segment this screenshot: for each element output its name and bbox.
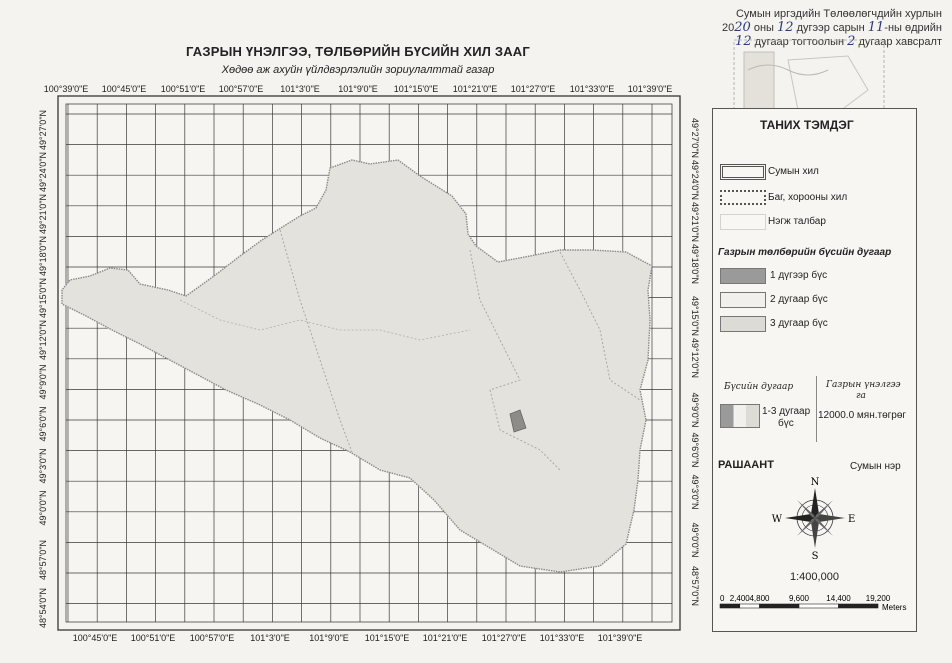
- legend-label-soum-boundary: Сумын хил: [768, 166, 819, 177]
- handwritten-month: 12: [777, 20, 794, 35]
- scale-tick-label: 9,600: [788, 594, 810, 603]
- legend-swatch-parcel: [720, 214, 766, 230]
- top-longitude-label: 101°21'0"E: [452, 84, 498, 94]
- scale-tick-label: 19,200: [865, 594, 891, 603]
- top-longitude-label: 101°27'0"E: [510, 84, 556, 94]
- handwritten-resolution-number: 12: [735, 34, 752, 49]
- bottom-longitude-label: 100°45'0"E: [72, 633, 118, 643]
- legend-zones-title: Газрын төлбөрийн бүсийн дугаар: [718, 247, 892, 258]
- left-latitude-label: 49°6'0"N: [38, 406, 48, 442]
- approval-line-2: 2020 оны 12 дугээр сарын 11-ны өдрийн: [722, 20, 942, 35]
- right-latitude-label: 48°57'0"N: [690, 565, 700, 607]
- top-longitude-label: 100°51'0"E: [160, 84, 206, 94]
- table-divider: [816, 376, 817, 442]
- table-header-value-line-1: Газрын үнэлгээ: [826, 380, 901, 390]
- bottom-longitude-label: 101°15'0"E: [364, 633, 410, 643]
- top-longitude-label: 101°3'0"E: [280, 84, 320, 94]
- compass-w: W: [771, 514, 782, 525]
- place-type: Сумын нэр: [850, 461, 901, 472]
- scale-bar-segment: [760, 604, 800, 608]
- top-longitude-label: 101°15'0"E: [393, 84, 439, 94]
- compass-e: E: [848, 514, 856, 525]
- bottom-longitude-label: 101°27'0"E: [481, 633, 527, 643]
- legend-label-parcel: Нэгж талбар: [768, 216, 826, 227]
- legend-label-bag-boundary: Баг, хорооны хил: [768, 192, 848, 203]
- scale-ratio: 1:400,000: [790, 571, 839, 583]
- right-latitude-label: 49°9'0"N: [690, 392, 700, 428]
- right-latitude-label: 49°24'0"N: [690, 159, 700, 201]
- bottom-longitude-label: 101°9'0"E: [309, 633, 349, 643]
- top-longitude-label: 100°45'0"E: [101, 84, 147, 94]
- right-latitude-label: 49°15'0"N: [690, 295, 700, 337]
- scale-bar: [714, 590, 914, 616]
- left-latitude-label: 49°3'0"N: [38, 448, 48, 484]
- scale-tick-label: 0: [720, 594, 725, 603]
- scale-bar-segment: [839, 604, 879, 608]
- left-latitude-label: 49°27'0"N: [38, 109, 48, 151]
- scale-bar-segment: [720, 604, 740, 608]
- legend-swatch-zone-3: [720, 316, 766, 332]
- legend-swatch-soum-boundary: [720, 164, 766, 180]
- scale-tick-label: 2,400: [729, 594, 750, 603]
- left-latitude-label: 49°15'0"N: [38, 277, 48, 319]
- top-longitude-label: 101°39'0"E: [627, 84, 673, 94]
- top-longitude-label: 101°9'0"E: [338, 84, 378, 94]
- table-header-zone: Бүсийн дугаар: [724, 382, 794, 392]
- right-latitude-label: 49°12'0"N: [690, 337, 700, 379]
- bottom-longitude-label: 101°39'0"E: [597, 633, 643, 643]
- legend-swatch-bag-boundary: [720, 190, 766, 205]
- bottom-longitude-label: 101°21'0"E: [422, 633, 468, 643]
- scale-tick-label: 4,800: [749, 594, 770, 603]
- left-latitude-label: 49°18'0"N: [38, 235, 48, 277]
- legend-label-zone-1: 1 дүгээр бүс: [770, 270, 828, 281]
- handwritten-annex-number: 2: [847, 34, 856, 49]
- right-latitude-label: 49°6'0"N: [690, 432, 700, 468]
- legend-label-zone-3: 3 дугаар бүс: [770, 318, 828, 329]
- scale-bar-segment: [799, 604, 839, 608]
- table-zone-label-line-2: бүс: [778, 418, 794, 429]
- compass-s: S: [811, 551, 819, 560]
- table-value: 12000.0 мян.төгрөг: [818, 410, 907, 421]
- legend-swatch-zone-1: [720, 268, 766, 284]
- bottom-longitude-label: 100°57'0"E: [189, 633, 235, 643]
- handwritten-year: 20: [734, 20, 751, 35]
- right-latitude-label: 49°0'0"N: [690, 522, 700, 558]
- scale-tick-label: 14,400: [826, 594, 851, 603]
- left-latitude-label: 49°12'0"N: [38, 319, 48, 361]
- bottom-longitude-label: 101°33'0"E: [539, 633, 585, 643]
- handwritten-day: 11: [867, 20, 885, 35]
- top-longitude-label: 100°39'0"E: [43, 84, 89, 94]
- legend-label-zone-2: 2 дугаар бүс: [770, 294, 828, 305]
- bottom-longitude-label: 100°51'0"E: [130, 633, 176, 643]
- map-title: ГАЗРЫН ҮНЭЛГЭЭ, ТӨЛБӨРИЙН БҮСИЙН ХИЛ ЗААГ: [186, 44, 530, 59]
- right-latitude-label: 49°18'0"N: [690, 243, 700, 285]
- left-latitude-label: 49°0'0"N: [38, 490, 48, 526]
- valuation-table: [716, 376, 912, 442]
- left-latitude-label: 48°54'0"N: [38, 587, 48, 629]
- right-latitude-label: 49°21'0"N: [690, 201, 700, 243]
- bottom-longitude-label: 101°3'0"E: [250, 633, 290, 643]
- legend-title: ТАНИХ ТЭМДЭГ: [760, 118, 854, 132]
- left-latitude-label: 48°57'0"N: [38, 539, 48, 581]
- map-subtitle: Хөдөө аж ахуйн үйлдвэрлэлийн зориулалттай газар: [221, 64, 495, 76]
- top-longitude-label: 100°57'0"E: [218, 84, 264, 94]
- table-header-value-line-2: га: [856, 391, 866, 401]
- approval-line-1: Сумын иргэдийн Төлөөлөгчдийн хурлын: [735, 8, 942, 20]
- left-latitude-label: 49°21'0"N: [38, 193, 48, 235]
- right-latitude-label: 49°3'0"N: [690, 474, 700, 510]
- place-name: РАШААНТ: [718, 459, 774, 471]
- right-latitude-label: 49°27'0"N: [690, 117, 700, 159]
- table-zone-label-line-1: 1-3 дугаар: [762, 406, 811, 417]
- legend-swatch-zone-2: [720, 292, 766, 308]
- left-latitude-label: 49°9'0"N: [38, 364, 48, 400]
- compass-n: N: [810, 477, 820, 488]
- scale-bar-segment: [740, 604, 760, 608]
- scale-unit: Meters: [882, 603, 907, 612]
- table-zone-swatch: [720, 404, 760, 428]
- north-arrow: [770, 476, 860, 560]
- left-latitude-label: 49°24'0"N: [38, 151, 48, 193]
- approval-line-3: 12 дугаар тогтоолын 2 дугаар хавсралт: [735, 34, 942, 49]
- top-longitude-label: 101°33'0"E: [569, 84, 615, 94]
